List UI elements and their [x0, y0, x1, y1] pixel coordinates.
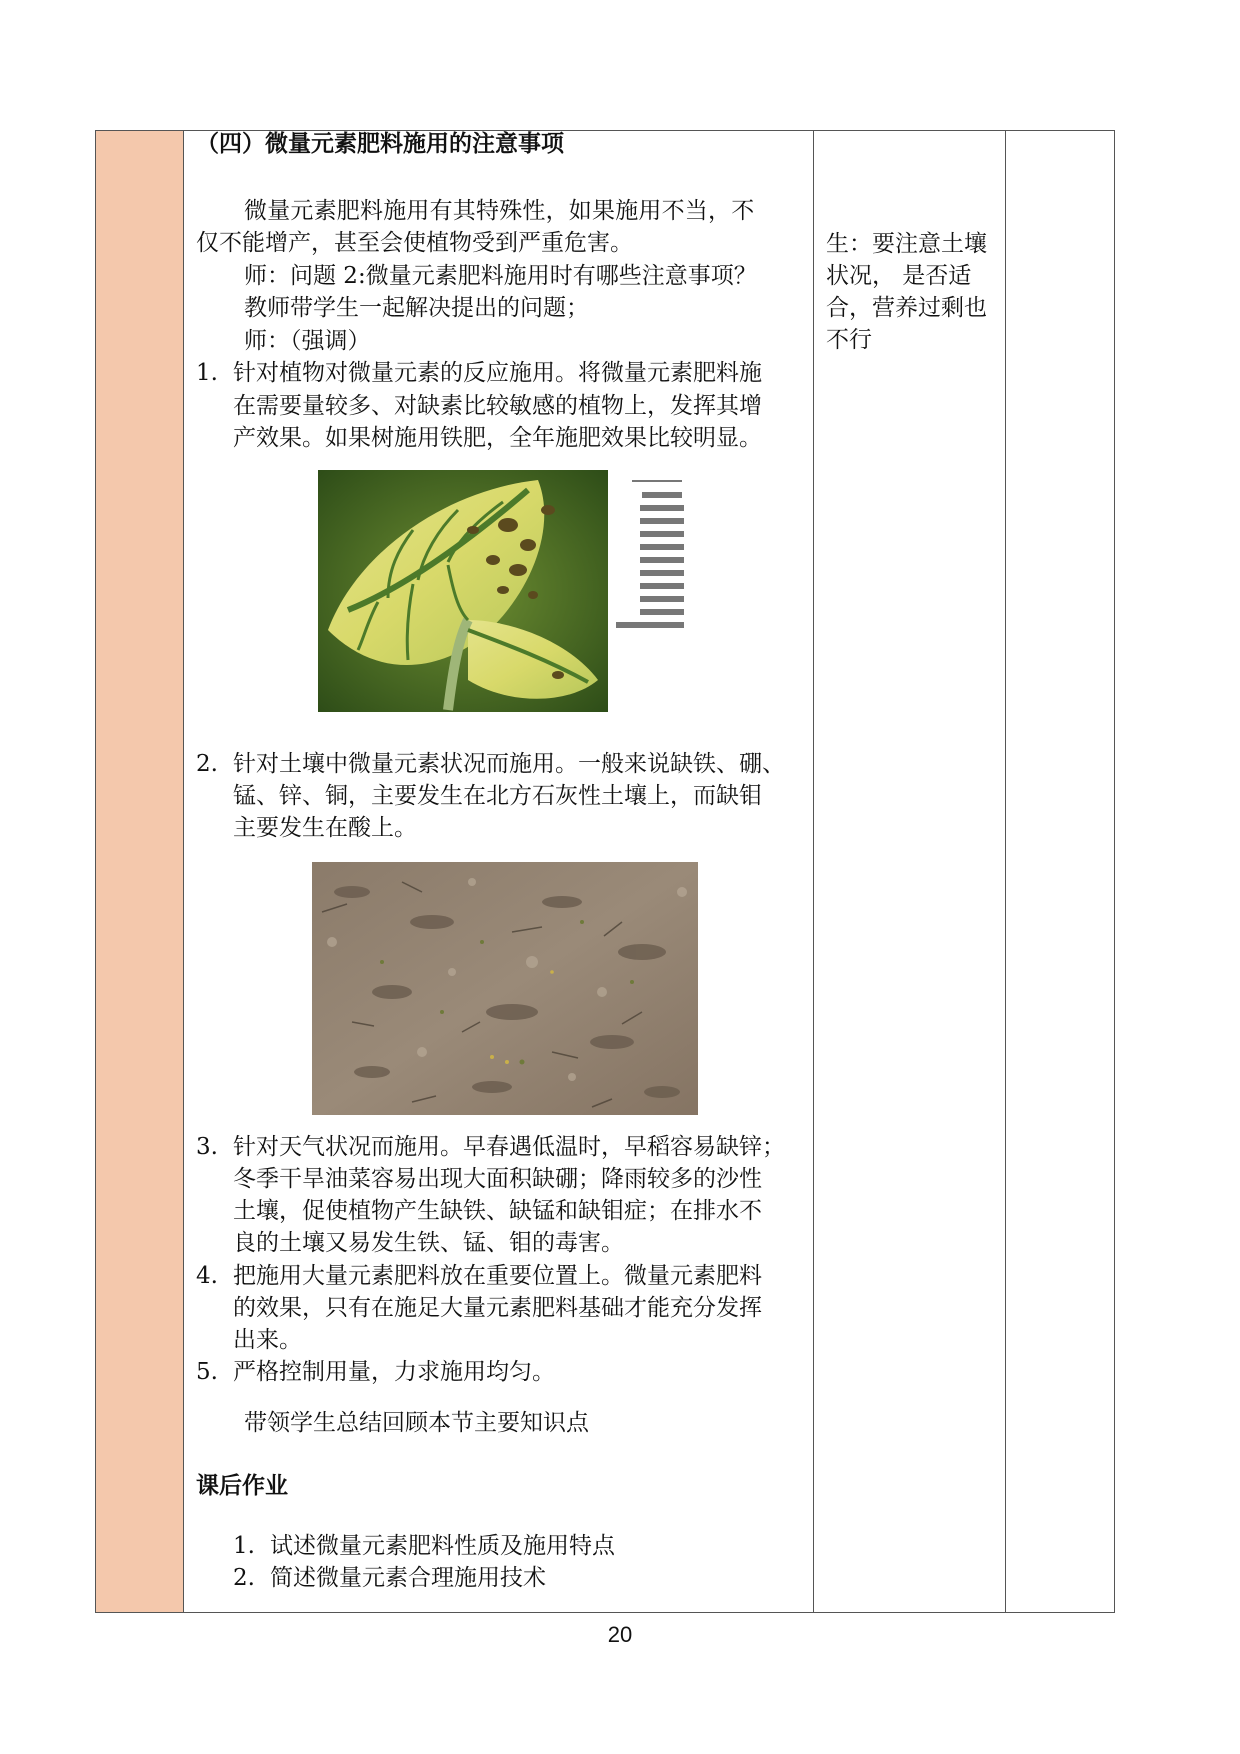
teacher-guides: 教师带学生一起解决提出的问题；: [244, 295, 589, 321]
item-1-line-3: 产效果。如果树施用铁肥，全年施肥效果比较明显。: [233, 425, 762, 451]
item-3-line-1: 针对天气状况而施用。早春遇低温时，早稻容易缺锌；: [233, 1134, 785, 1160]
item-1-line-1: 针对植物对微量元素的反应施用。将微量元素肥料施: [233, 360, 762, 386]
student-line-1: 生：要注意土壤: [826, 231, 987, 257]
item-1-line-2: 在需要量较多、对缺素比较敏感的植物上，发挥其增: [233, 393, 762, 419]
intro-line-2: 仅不能增产，甚至会使植物受到严重危害。: [196, 230, 633, 256]
mirrored-caption-scan: [612, 478, 694, 636]
intro-line-1: 微量元素肥料施用有其特殊性，如果施用不当，不: [244, 198, 755, 224]
teacher-question: 师：问题 2:微量元素肥料施用时有哪些注意事项？: [244, 263, 757, 289]
item-4-line-1: 把施用大量元素肥料放在重要位置上。微量元素肥料: [233, 1263, 762, 1289]
student-line-2: 状况， 是否适: [826, 263, 972, 289]
homework-task-1: 试述微量元素肥料性质及施用特点: [270, 1533, 615, 1559]
homework-task-2: 简述微量元素合理施用技术: [270, 1565, 546, 1591]
student-line-3: 合，营养过剩也: [826, 295, 987, 321]
item-number: 5.: [196, 1359, 218, 1385]
leaf-deficiency-photo: [318, 470, 608, 712]
homework-task-number: 2.: [233, 1565, 255, 1591]
item-3-line-4: 良的土壤又易发生铁、锰、钼的毒害。: [233, 1230, 624, 1256]
item-3-line-2: 冬季干旱油菜容易出现大面积缺硼；降雨较多的沙性: [233, 1166, 762, 1192]
homework-task-number: 1.: [233, 1533, 255, 1559]
summary-text: 带领学生总结回顾本节主要知识点: [244, 1410, 589, 1436]
item-5-line-1: 严格控制用量，力求施用均匀。: [233, 1359, 555, 1385]
item-2-line-2: 锰、锌、铜，主要发生在北方石灰性土壤上，而缺钼: [233, 783, 762, 809]
calcareous-soil-photo: [312, 862, 698, 1115]
item-number: 4.: [196, 1263, 218, 1289]
item-number: 1.: [196, 360, 218, 386]
remarks-column: [1006, 131, 1114, 1612]
item-4-line-2: 的效果，只有在施足大量元素肥料基础才能充分发挥: [233, 1295, 762, 1321]
item-number: 3.: [196, 1134, 218, 1160]
page-number: 20: [607, 1622, 633, 1647]
item-number: 2.: [196, 751, 218, 777]
student-line-4: 不行: [826, 327, 872, 353]
item-4-line-3: 出来。: [233, 1327, 302, 1353]
teacher-emphasis: 师：（强调）: [244, 328, 371, 354]
item-3-line-3: 土壤，促使植物产生缺铁、缺锰和缺钼症；在排水不: [233, 1198, 762, 1224]
section-heading: （四）微量元素肥料施用的注意事项: [196, 131, 564, 157]
item-2-line-3: 主要发生在酸上。: [233, 815, 417, 841]
item-2-line-1: 针对土壤中微量元素状况而施用。一般来说缺铁、硼、: [233, 751, 785, 777]
homework-heading: 课后作业: [196, 1473, 288, 1499]
shaded-side-column: [96, 131, 184, 1612]
